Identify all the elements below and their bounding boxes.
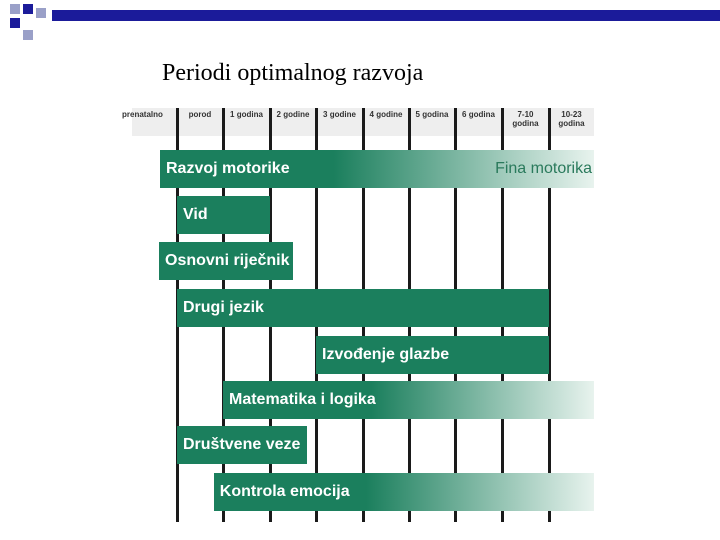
bar-label: Društvene veze [183,436,301,453]
timeline-bar [223,381,594,419]
bar-label: Vid [183,206,208,223]
corner-decoration [0,0,720,60]
bar-label: Matematika i logika [229,391,376,408]
timeline-bar [160,150,594,188]
bar-sublabel: Fina motorika [495,160,592,177]
column-label: 6 godina [462,110,495,119]
timeline-bar [214,473,594,511]
bar-label: Kontrola emocija [219,483,350,500]
timeline-bar [159,242,293,280]
column-label: 2 godine [276,110,310,119]
column-label: porod [188,110,212,119]
corner-bar [52,10,720,21]
bar-label: Izvođenje glazbe [322,346,450,363]
corner-square-1 [10,4,20,14]
timeline-bar [177,289,549,327]
bar-label: Razvoj motorike [166,160,290,177]
column-label: prenatalno [122,110,163,119]
timeline-bar [177,426,307,464]
corner-square-2 [10,18,20,28]
column-label: 5 godina [415,110,449,119]
column-label: 4 godine [369,110,403,119]
corner-square-5 [36,8,46,18]
bar-label: Osnovni riječnik [165,252,290,269]
corner-square-3 [23,4,33,14]
development-timeline-chart [122,108,594,522]
column-label: 10-23 godina [558,110,585,128]
column-label: 1 godina [230,110,263,119]
column-label: 7-10 godina [512,110,539,128]
timeline-bar [316,336,549,374]
bar-label: Drugi jezik [183,299,264,316]
slide-title: Periodi optimalnog razvoja [162,60,424,86]
corner-square-4 [23,30,33,40]
timeline-bar [177,196,270,234]
column-label: 3 godine [323,110,356,119]
